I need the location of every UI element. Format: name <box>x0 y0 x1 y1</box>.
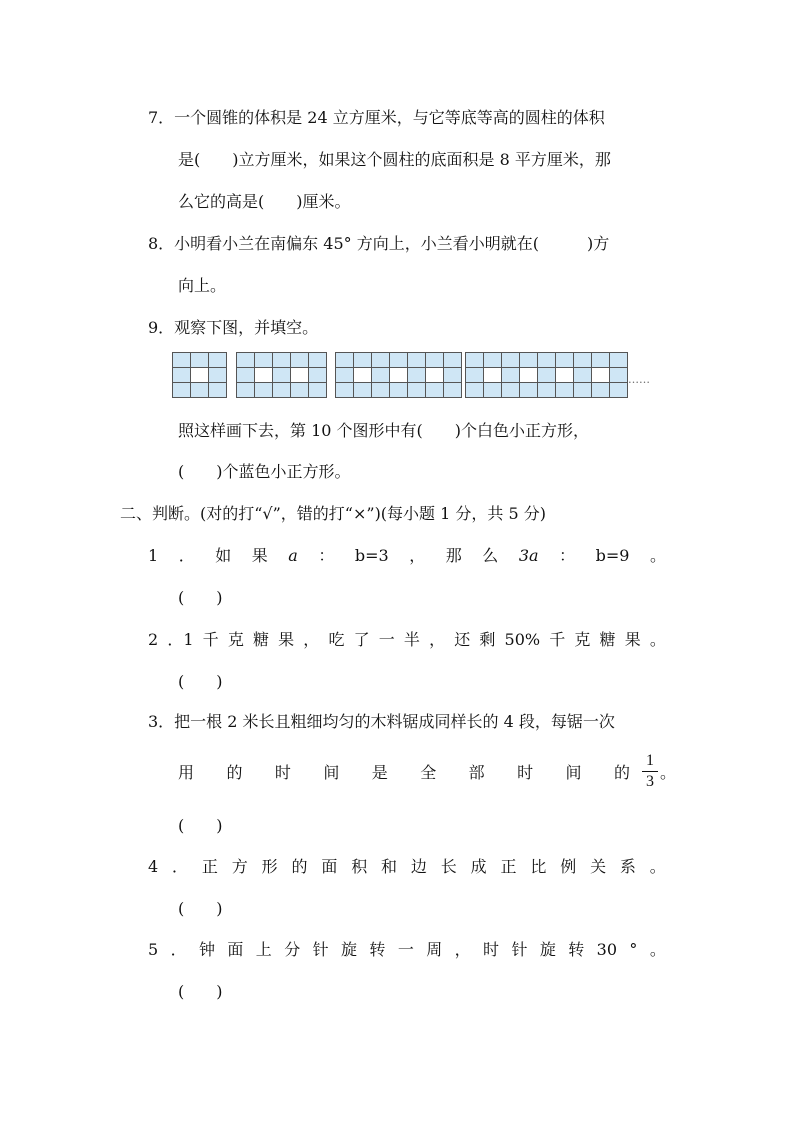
blue-square <box>354 383 371 397</box>
white-square <box>354 368 371 382</box>
blue-square <box>354 353 371 367</box>
j2-text-part: 千 <box>202 630 219 649</box>
blue-square <box>291 353 308 367</box>
j1-text-part: a <box>288 546 298 565</box>
j2-text-part: 还 <box>454 630 471 649</box>
blue-square <box>309 353 326 367</box>
j4-text-part: 。 <box>649 857 666 876</box>
j2-text-part: ， <box>303 630 320 649</box>
j1-text-part: 那 <box>445 546 462 565</box>
j3-line-2-end: 。 <box>660 763 677 782</box>
j3-text-part: 时 <box>274 763 291 782</box>
j5-text-part: 。 <box>649 940 666 959</box>
q9-line-3: ( )个蓝色小正方形。 <box>178 462 351 481</box>
j5-text-part: 30 <box>596 940 618 959</box>
j1-text-part: 果 <box>251 546 268 565</box>
j1-text-part: ， <box>409 546 426 565</box>
j5-answer-blank[interactable]: ( ) <box>178 982 223 1001</box>
blue-square <box>592 353 609 367</box>
j2-text-part: 吃 <box>328 630 345 649</box>
blue-square <box>484 383 501 397</box>
blue-square <box>520 353 537 367</box>
q8-line-2: 向上。 <box>178 276 227 295</box>
blue-square <box>273 383 290 397</box>
blue-square <box>466 383 483 397</box>
j5-statement <box>148 940 666 960</box>
blue-square <box>444 383 461 397</box>
j4-text-part: 长 <box>440 857 457 876</box>
blue-square <box>444 353 461 367</box>
j4-text-part: 成 <box>470 857 487 876</box>
blue-square <box>574 383 591 397</box>
j5-text-part: 5 <box>148 940 159 959</box>
blue-square <box>173 383 190 397</box>
blue-square <box>273 353 290 367</box>
blue-square <box>466 353 483 367</box>
j1-text-part: 么 <box>482 546 499 565</box>
section-2-title: 二、判断。(对的打“√”，错的打“×”)(每小题 1 分，共 5 分) <box>120 504 546 523</box>
j3-text-part: 部 <box>468 763 485 782</box>
j5-text-part: 针 <box>312 940 329 959</box>
j5-text-part: 一 <box>397 940 414 959</box>
blue-square <box>610 368 627 382</box>
blue-square <box>502 368 519 382</box>
blue-square <box>444 368 461 382</box>
figure-3-grid <box>335 352 462 398</box>
blue-square <box>291 383 308 397</box>
j2-text-part: 。 <box>649 630 666 649</box>
j2-statement <box>148 630 666 650</box>
j2-text-part: 一 <box>378 630 395 649</box>
j5-text-part: 旋 <box>539 940 556 959</box>
q9-line-1: 9．观察下图，并填空。 <box>148 318 319 337</box>
j1-text-part: b=3 <box>354 546 389 565</box>
j3-text-part: 全 <box>420 763 437 782</box>
blue-square <box>372 383 389 397</box>
j3-fraction-denominator: 3 <box>646 773 654 790</box>
blue-square <box>426 353 443 367</box>
blue-square <box>466 368 483 382</box>
j4-text-part: 形 <box>261 857 278 876</box>
j5-text-part: 转 <box>568 940 585 959</box>
blue-square <box>191 383 208 397</box>
blue-square <box>610 383 627 397</box>
j4-text-part: 比 <box>530 857 547 876</box>
blue-square <box>209 368 226 382</box>
j1-text-part: 如 <box>215 546 232 565</box>
j2-text-part: 糖 <box>599 630 616 649</box>
j5-text-part: 旋 <box>341 940 358 959</box>
blue-square <box>538 383 555 397</box>
j3-fraction-numerator: 1 <box>646 752 654 769</box>
j2-text-part: 2 <box>148 630 159 649</box>
j3-text-part: 间 <box>565 763 582 782</box>
blue-square <box>255 353 272 367</box>
j1-text-part: ． <box>178 546 195 565</box>
j4-text-part: 方 <box>231 857 248 876</box>
blue-square <box>556 383 573 397</box>
white-square <box>556 368 573 382</box>
j4-text-part: 关 <box>590 857 607 876</box>
j3-text-part: 间 <box>323 763 340 782</box>
j3-line-2 <box>178 763 630 783</box>
blue-square <box>390 383 407 397</box>
blue-square <box>309 383 326 397</box>
j4-text-part: 系 <box>619 857 636 876</box>
j4-text-part: 正 <box>201 857 218 876</box>
blue-square <box>336 353 353 367</box>
blue-square <box>574 353 591 367</box>
j4-answer-blank[interactable]: ( ) <box>178 899 223 918</box>
j5-text-part: 周 <box>426 940 443 959</box>
j5-text-part: 上 <box>255 940 272 959</box>
white-square <box>484 368 501 382</box>
j1-answer-blank[interactable]: ( ) <box>178 588 223 607</box>
j2-text-part: 半 <box>403 630 420 649</box>
j3-fraction <box>642 752 658 791</box>
j4-text-part: 边 <box>410 857 427 876</box>
j5-text-part: 钟 <box>198 940 215 959</box>
j4-text-part: 面 <box>321 857 338 876</box>
q7-line-1: 7．一个圆锥的体积是 24 立方厘米，与它等底等高的圆柱的体积 <box>148 108 605 127</box>
j1-text-part: 3a <box>518 546 539 565</box>
white-square <box>520 368 537 382</box>
blue-square <box>520 383 537 397</box>
blue-square <box>237 383 254 397</box>
j5-text-part: 转 <box>369 940 386 959</box>
blue-square <box>209 353 226 367</box>
blue-square <box>255 383 272 397</box>
blue-square <box>237 368 254 382</box>
blue-square <box>426 383 443 397</box>
figure-1-grid <box>172 352 227 398</box>
blue-square <box>408 353 425 367</box>
blue-square <box>336 383 353 397</box>
white-square <box>291 368 308 382</box>
blue-square <box>538 368 555 382</box>
blue-square <box>502 383 519 397</box>
j2-text-part: 了 <box>353 630 370 649</box>
white-square <box>390 368 407 382</box>
blue-square <box>408 383 425 397</box>
j1-text-part: b=9 <box>595 546 630 565</box>
blue-square <box>372 353 389 367</box>
blue-square <box>191 353 208 367</box>
blue-square <box>610 353 627 367</box>
blue-square <box>173 368 190 382</box>
j1-text-part: ： <box>318 546 335 565</box>
j1-text-part: 。 <box>649 546 666 565</box>
j5-text-part: 针 <box>511 940 528 959</box>
j4-text-part: 的 <box>291 857 308 876</box>
blue-square <box>390 353 407 367</box>
figure-4-grid <box>465 352 628 398</box>
j2-text-part: ， <box>429 630 446 649</box>
blue-square <box>502 353 519 367</box>
figure-2-grid <box>236 352 327 398</box>
j2-text-part: 糖 <box>252 630 269 649</box>
j5-text-part: ， <box>454 940 471 959</box>
j4-text-part: 正 <box>500 857 517 876</box>
j2-text-part: 剩 <box>479 630 496 649</box>
blue-square <box>372 368 389 382</box>
j2-text-part: 克 <box>227 630 244 649</box>
j1-text-part: ： <box>559 546 576 565</box>
j3-text-part: 用 <box>178 763 195 782</box>
blue-square <box>408 368 425 382</box>
j2-text-part: 果 <box>278 630 295 649</box>
j3-line-1: 3．把一根 2 米长且粗细均匀的木料锯成同样长的 4 段，每锯一次 <box>148 712 615 731</box>
j4-text-part: 积 <box>351 857 368 876</box>
white-square <box>592 368 609 382</box>
blue-square <box>538 353 555 367</box>
j5-text-part: ° <box>629 940 638 959</box>
blue-square <box>336 368 353 382</box>
j3-text-part: 的 <box>226 763 243 782</box>
blue-square <box>209 383 226 397</box>
j5-text-part: 时 <box>483 940 500 959</box>
q9-line-2: 照这样画下去，第 10 个图形中有( )个白色小正方形， <box>178 421 590 440</box>
j5-text-part: 分 <box>284 940 301 959</box>
blue-square <box>237 353 254 367</box>
white-square <box>191 368 208 382</box>
blue-square <box>574 368 591 382</box>
white-square <box>255 368 272 382</box>
j4-text-part: 例 <box>560 857 577 876</box>
j2-text-part: 克 <box>574 630 591 649</box>
j2-text-part: ．1 <box>167 630 194 649</box>
blue-square <box>592 383 609 397</box>
blue-square <box>556 353 573 367</box>
j5-text-part: 面 <box>227 940 244 959</box>
j3-text-part: 是 <box>371 763 388 782</box>
j3-fraction-bar <box>642 771 658 772</box>
j5-text-part: ． <box>170 940 187 959</box>
j3-answer-blank[interactable]: ( ) <box>178 816 223 835</box>
j1-statement <box>148 546 666 566</box>
blue-square <box>273 368 290 382</box>
j1-text-part: 1 <box>148 546 159 565</box>
blue-square <box>484 353 501 367</box>
q7-line-3: 么它的高是( )厘米。 <box>178 192 351 211</box>
j4-statement <box>148 857 666 877</box>
j4-text-part: 4 <box>148 857 159 876</box>
q7-line-2: 是( )立方厘米，如果这个圆柱的底面积是 8 平方厘米，那 <box>178 150 611 169</box>
j2-text-part: 果 <box>624 630 641 649</box>
white-square <box>426 368 443 382</box>
q8-line-1: 8．小明看小兰在南偏东 45° 方向上，小兰看小明就在( )方 <box>148 234 610 253</box>
blue-square <box>309 368 326 382</box>
j3-text-part: 时 <box>517 763 534 782</box>
q9-continuation-dots: …… <box>628 373 650 386</box>
j3-text-part: 的 <box>613 763 630 782</box>
j2-answer-blank[interactable]: ( ) <box>178 672 223 691</box>
j4-text-part: 和 <box>381 857 398 876</box>
j2-text-part: 50% <box>504 630 541 649</box>
j2-text-part: 千 <box>549 630 566 649</box>
blue-square <box>173 353 190 367</box>
j4-text-part: ． <box>172 857 189 876</box>
